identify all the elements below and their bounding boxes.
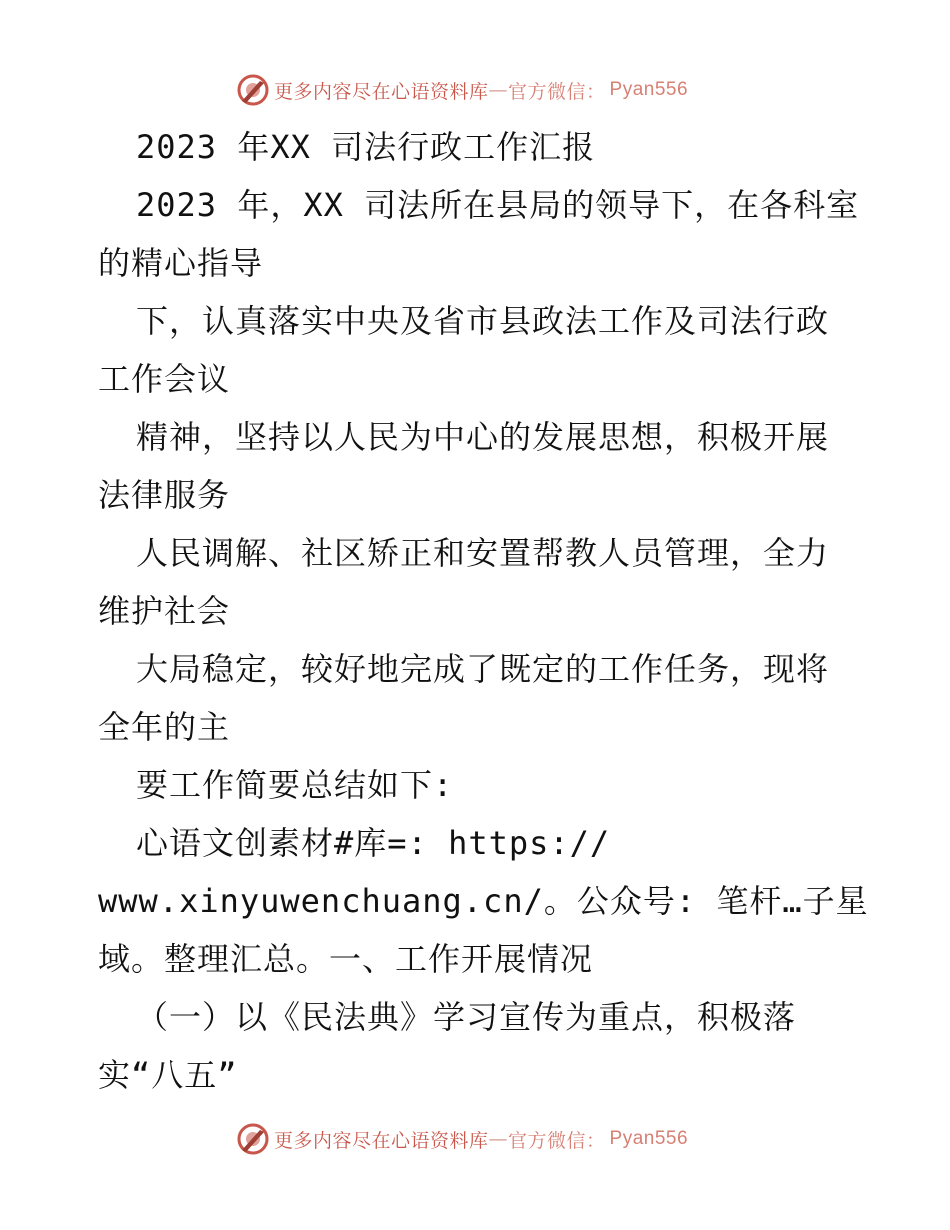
pen-logo-icon [236,73,270,107]
document-line: 实“八五” [98,1056,238,1094]
watermark-wechat-id: Pyan556 [609,79,689,100]
watermark-text: 更多内容尽在心语资料库 [274,80,489,103]
document-line: 精神，坚持以人民为中心的发展思想，积极开展 [136,418,830,456]
document-body [98,118,869,1104]
watermark-wechat-label: 官方微信： [508,80,606,103]
document-title: 2023 年XX 司法行政工作汇报 [136,128,596,166]
document-line: 全年的主 [98,708,231,746]
document-line: 人民调解、社区矫正和安置帮教人员管理，全力 [136,534,830,572]
watermark-dash: — [488,79,509,101]
document-line: 要工作简要总结如下: [136,766,454,804]
watermark-wechat-id: Pyan556 [609,1128,689,1149]
document-line: （一）以《民法典》学习宣传为重点，积极落 [136,998,797,1036]
document-line: 域。整理汇总。一、工作开展情况 [98,940,594,978]
header-watermark [236,73,688,107]
document-line: 2023 年，XX 司法所在县局的领导下，在各科室 [136,186,860,224]
document-line: www.xinyuwenchuang.cn/。公众号: 笔杆…子星 [98,882,869,920]
document-line: 下，认真落实中央及省市县政法工作及司法行政 [136,302,830,340]
document-line: 工作会议 [98,360,231,398]
watermark-dash: — [488,1128,509,1150]
document-line: 大局稳定，较好地完成了既定的工作任务，现将 [136,650,830,688]
footer-watermark [236,1122,688,1156]
watermark-text: 更多内容尽在心语资料库 [274,1129,489,1152]
document-line: 心语文创素材#库=: https:// [136,824,611,862]
document-line: 法律服务 [98,476,231,514]
watermark-wechat-label: 官方微信： [508,1129,606,1152]
pen-logo-icon [236,1122,270,1156]
document-line: 维护社会 [98,592,231,630]
document-line: 的精心指导 [98,244,264,282]
